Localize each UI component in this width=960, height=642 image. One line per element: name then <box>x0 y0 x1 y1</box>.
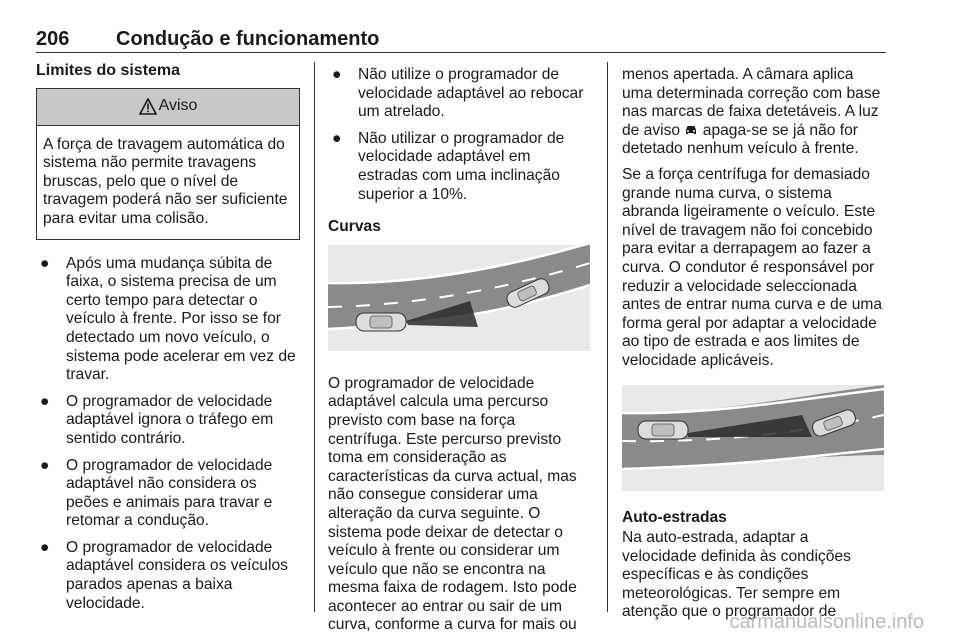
paragraph: Na auto-estrada, adaptar a velocidade definida às condições específicas e às condições meteorológicas. Ter sempre em atenção que o programador de <box>622 529 851 621</box>
warning-heading: Aviso <box>158 97 198 115</box>
column-divider-2 <box>607 62 608 612</box>
curve-road-illustration-2 <box>622 385 884 491</box>
bullet-list <box>328 66 593 204</box>
column-divider-1 <box>314 62 315 612</box>
warning-box <box>36 88 300 240</box>
column-3 <box>622 66 886 629</box>
section-title: Limites do sistema <box>36 62 181 79</box>
paragraph: O programador de velocidade adaptável calcula uma percurso previsto com base na força centrífuga. Este percurso previsto toma em consideração as características da curva actual, mas não consegue considerar uma alteração da curva seguinte. O sistema pode deixar de detectar o veículo à frente ou considerar um veículo que não se encontra na mesma faixa de rodagem. Isto pode acontecer ao entrar ou sair de um curva, conforme a curva for mais ou <box>328 374 577 634</box>
list-item: ● Após uma mudança súbita de faixa, o sistema precisa de um certo tempo para detectar o veículo à frente. Por isso se for detectado um novo veículo, o sistema pode acelerar em vez de travar. <box>40 254 296 384</box>
list-item: ● Não utilizar o programador de velocidade adaptável em estradas com uma inclinação superior a 10%. <box>332 129 565 203</box>
header-rule <box>36 52 886 53</box>
watermark: carmanualsonline.info <box>729 611 924 633</box>
page-header <box>36 28 886 54</box>
list-item: ● Não utilize o programador de velocidade adaptável ao rebocar um atrelado. <box>332 66 584 121</box>
curve-road-illustration <box>328 245 590 351</box>
subheading-curvas: Curvas <box>328 218 381 236</box>
list-item: ● O programador de velocidade adaptável não considera os peões e animais para travar e retomar a condução. <box>40 456 273 530</box>
warning-text: A força de travagem automática do sistema não permite travagens bruscas, pelo que o nível de travagem poderá não ser suficiente para evitar uma colisão. <box>43 135 288 227</box>
page-number: 206 <box>36 28 70 50</box>
vehicle-ahead-icon <box>684 124 698 136</box>
paragraph: Se a força centrífuga for demasiado grande numa curva, o sistema abranda ligeiramente o veículo. Este nível de travagem não foi concebido para evitar a derrapagem ao fazer a curva. O condutor é responsável por reduzir a velocidade seleccionada antes de entrar numa curva e de uma forma geral por adaptar a velocidade ao tipo de estrada e aos limites de velocidade aplicáveis. <box>622 165 883 369</box>
list-item: ● O programador de velocidade adaptável considera os veículos parados apenas a baixa velocidade. <box>40 538 288 612</box>
subheading-auto-estradas: Auto-estradas <box>622 508 727 526</box>
warning-triangle-icon <box>139 98 157 115</box>
warning-header <box>37 89 299 126</box>
paragraph: menos apertada. A câmara aplica uma determinada correção com base nas marcas de faixa detetáveis. A luz de aviso apaga-se se já não for detetado nenhum veículo à frente. <box>622 66 881 158</box>
chapter-title: Condução e funcionamento <box>116 28 380 50</box>
column-1 <box>36 62 300 621</box>
column-2 <box>328 66 593 642</box>
bullet-list <box>36 255 300 614</box>
list-item: ● O programador de velocidade adaptável ignora o tráfego em sentido contrário. <box>40 392 274 447</box>
